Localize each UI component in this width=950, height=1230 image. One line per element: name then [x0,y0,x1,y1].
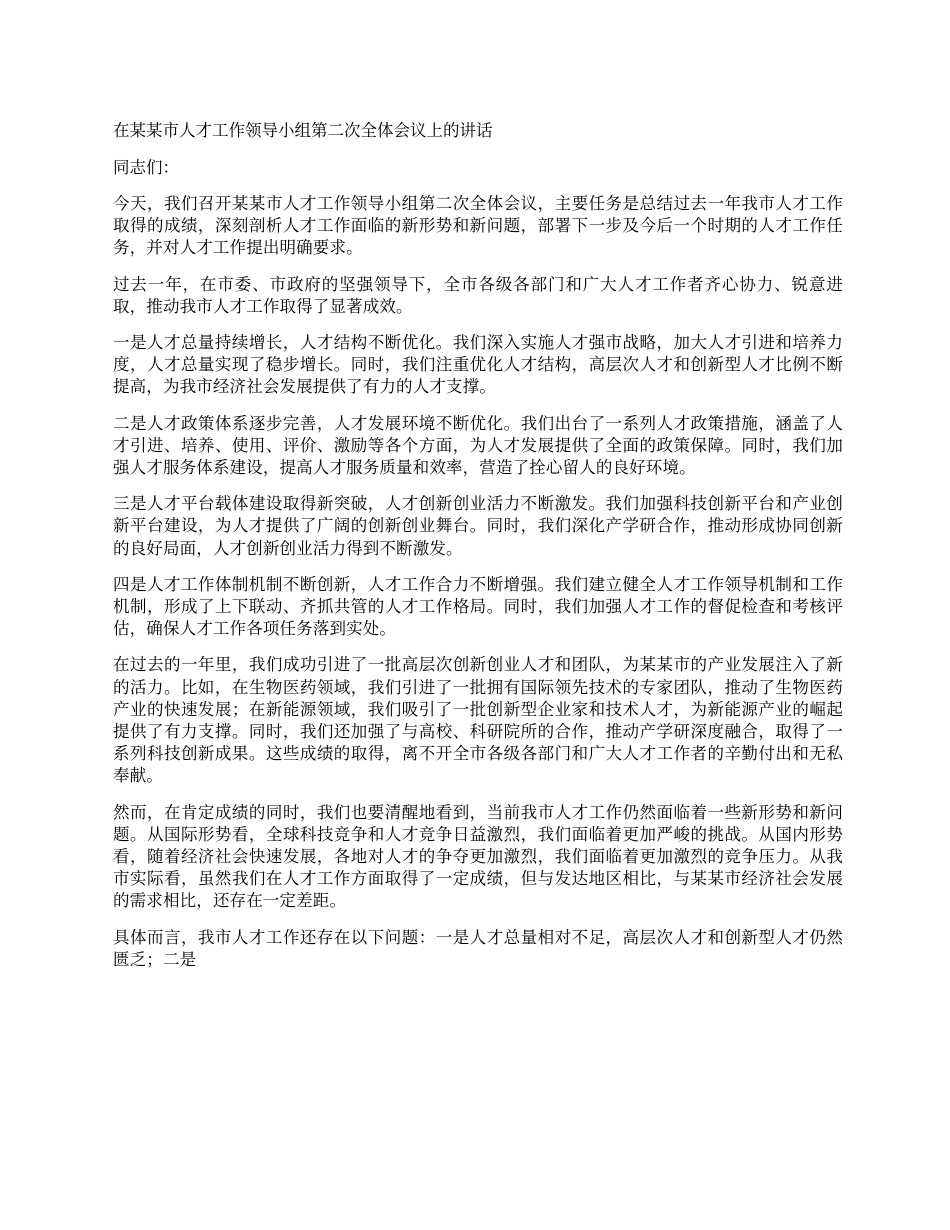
paragraph: 具体而言，我市人才工作还存在以下问题：一是人才总量相对不足，高层次人才和创新型人才仍然匮乏；二是 [113,927,843,969]
paragraph: 四是人才工作体制机制不断创新，人才工作合力不断增强。我们建立健全人才工作领导机制和工作机制，形成了上下联动、齐抓共管的人才工作格局。同时，我们加强人才工作的督促检查和考核评估，确保人才工作各项任务落到实处。 [113,574,843,639]
paragraph: 一是人才总量持续增长，人才结构不断优化。我们深入实施人才强市战略，加大人才引进和培养力度，人才总量实现了稳步增长。同时，我们注重优化人才结构，高层次人才和创新型人才比例不断提高，为我市经济社会发展提供了有力的人才支撑。 [113,333,843,397]
document-title: 在某某市人才工作领导小组第二次全体会议上的讲话 [113,121,493,140]
paragraph: 今天，我们召开某某市人才工作领导小组第二次全体会议，主要任务是总结过去一年我市人才工作取得的成绩，深刻剖析人才工作面临的新形势和新问题，部署下一步及今后一个时期的人才工作任务，并对人才工作提出明确要求。 [113,194,843,258]
greeting: 同志们： [113,158,179,177]
paragraph: 在过去的一年里，我们成功引进了一批高层次创新创业人才和团队，为某某市的产业发展注入了新的活力。比如，在生物医药领域，我们引进了一批拥有国际领先技术的专家团队，推动了生物医药产业的快速发展；在新能源领域，我们吸引了一批创新型企业家和技术人才，为新能源产业的崛起提供了有力支撑。同时，我们还加强了与高校、科研院所的合作，推动产学研深度融合，取得了一系列科技创新成果。这些成绩的取得，离不开全市各级各部门和广大人才工作者的辛勤付出和无私奉献。 [113,655,843,786]
paragraph: 三是人才平台载体建设取得新突破，人才创新创业活力不断激发。我们加强科技创新平台和产业创新平台建设，为人才提供了广阔的创新创业舞台。同时，我们深化产学研合作，推动形成协同创新的良好局面，人才创新创业活力得到不断激发。 [113,494,843,558]
paragraph: 然而，在肯定成绩的同时，我们也要清醒地看到，当前我市人才工作仍然面临着一些新形势和新问题。从国际形势看，全球科技竞争和人才竞争日益激烈，我们面临着更加严峻的挑战。从国内形势看，随着经济社会快速发展，各地对人才的争夺更加激烈，我们面临着更加激烈的竞争压力。从我市实际看，虽然我们在人才工作方面取得了一定成绩，但与发达地区相比，与某某市经济社会发展的需求相比，还存在一定差距。 [113,802,843,911]
paragraph: 过去一年，在市委、市政府的坚强领导下，全市各级各部门和广大人才工作者齐心协力、锐意进取，推动我市人才工作取得了显著成效。 [113,274,843,316]
document-page [113,120,843,985]
paragraph: 二是人才政策体系逐步完善，人才发展环境不断优化。我们出台了一系列人才政策措施，涵盖了人才引进、培养、使用、评价、激励等各个方面，为人才发展提供了全面的政策保障。同时，我们加强人才服务体系建设，提高人才服务质量和效率，营造了拴心留人的良好环境。 [113,413,843,478]
